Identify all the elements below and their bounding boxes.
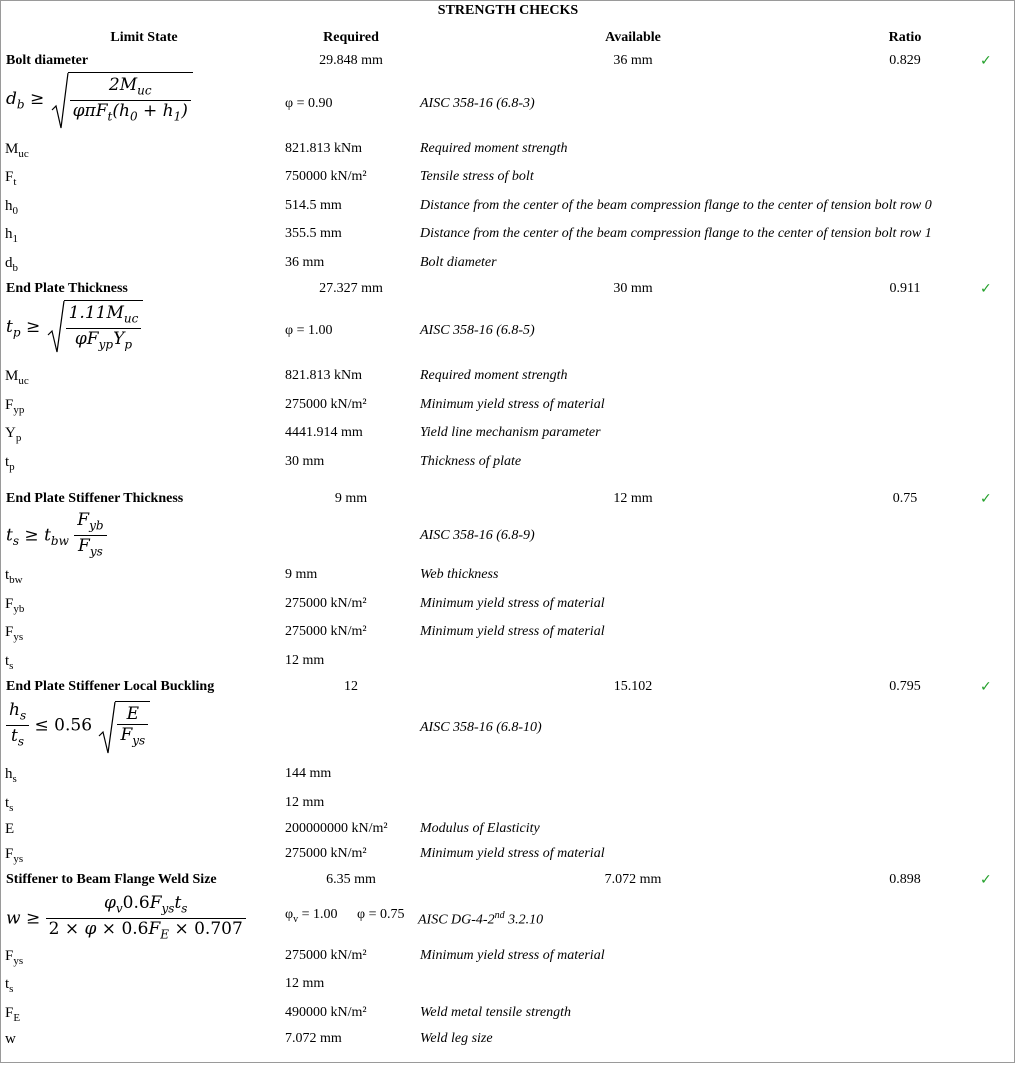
symbol-subscript: s [12,773,17,785]
endplate-variable-value: 275000 kN/m² [285,397,367,412]
buckling-ratio: 0.795 [889,679,921,694]
symbol-letter: M [5,368,19,384]
symbol-subscript: bw [9,574,23,586]
weld-variable-description: Minimum yield stress of material [420,948,605,963]
buckling-variable-value: 144 mm [285,766,332,781]
symbol-letter: E [5,821,15,837]
symbol-subscript: t [13,176,17,188]
bolt-variable-symbol [5,226,18,247]
bolt-required: 29.848 mm [319,53,383,68]
symbol-subscript: yb [13,603,25,615]
endplate-check-icon: ✓ [980,281,992,297]
endplate-variable-description: Minimum yield stress of material [420,397,605,412]
buckling-available: 15.102 [613,679,653,694]
stiffener-variable-description: Minimum yield stress of material [420,596,605,611]
page-title: STRENGTH CHECKS [437,3,579,18]
buckling-check-icon: ✓ [980,679,992,695]
symbol-subscript: b [12,262,18,274]
bolt-phi: φ = 0.90 [285,96,333,111]
endplate-variable-description: Yield line mechanism parameter [420,425,601,440]
stiffener-variable-symbol [5,653,13,674]
stiffener-variable-description: Minimum yield stress of material [420,624,605,639]
section-title-buckling: End Plate Stiffener Local Buckling [6,679,215,694]
weld-reference-main: AISC DG-4-2 [418,912,495,928]
stiffener-variable-value: 275000 kN/m² [285,624,367,639]
weld-phi: φ = 0.75 [357,907,405,922]
weld-variable-value: 275000 kN/m² [285,948,367,963]
endplate-phi: φ = 1.00 [285,323,333,338]
weld-required: 6.35 mm [326,872,376,887]
section-title-stiffener: End Plate Stiffener Thickness [6,491,184,506]
symbol-letter: M [5,141,19,157]
weld-variable-symbol [5,948,23,969]
symbol-letter: F [5,846,14,862]
section-title-endplate: End Plate Thickness [6,281,128,296]
symbol-letter: w [5,1031,16,1047]
symbol-subscript: uc [18,375,29,387]
endplate-required: 27.327 mm [319,281,383,296]
symbol-subscript: p [9,461,15,473]
symbol-subscript: ys [13,853,24,865]
weld-phi-v-sub: v [293,913,299,925]
bolt-variable-symbol [5,141,29,162]
symbol-subscript: uc [18,148,29,160]
buckling-required: 12 [344,679,358,694]
symbol-letter: h [5,226,13,242]
stiffener-variable-symbol [5,596,24,617]
weld-formula: w ≥ $\frac{\varphi_v0.6F_{ys}t_s}{2 \times \varphi \times 0.6F_E \times 0.707}$ [6,893,246,945]
stiffener-check-icon: ✓ [980,491,992,507]
buckling-variable-description: Minimum yield stress of material [420,846,605,861]
symbol-subscript: 1 [12,233,18,245]
weld-variable-description: Weld metal tensile strength [420,1005,571,1020]
bolt-variable-value: 821.813 kNm [285,141,362,156]
weld-reference-sup: nd [494,910,505,921]
symbol-letter: F [5,1005,14,1021]
stiffener-reference: AISC 358-16 (6.8-9) [420,528,535,543]
endplate-reference: AISC 358-16 (6.8-5) [420,323,535,338]
endplate-variable-description: Required moment strength [420,368,568,383]
header-limit-state: Limit State [110,30,178,45]
weld-variable-symbol [5,1005,20,1026]
symbol-letter: Y [5,425,16,441]
weld-phi-v-value: = 1.00 [298,907,338,922]
endplate-variable-symbol [5,425,21,446]
endplate-variable-symbol [5,397,24,418]
bolt-variable-symbol [5,169,16,190]
weld-ratio: 0.898 [889,872,921,887]
bolt-available: 36 mm [613,53,653,68]
bolt-variable-value: 514.5 mm [285,198,342,213]
bolt-check-icon: ✓ [980,53,992,69]
symbol-subscript: yp [13,404,25,416]
stiffener-variable-value: 275000 kN/m² [285,596,367,611]
weld-reference [418,908,543,929]
bolt-variable-description: Distance from the center of the beam compression flange to the center of tension bolt row 1 [420,226,932,241]
endplate-variable-description: Thickness of plate [420,454,522,469]
buckling-variable-value: 200000000 kN/m² [285,821,388,836]
symbol-letter: t [5,976,10,992]
buckling-variable-symbol [5,795,13,816]
symbol-subscript: ys [13,631,24,643]
buckling-variable-symbol [5,766,17,787]
endplate-variable-symbol [5,368,29,389]
stiffener-variable-symbol [5,567,23,588]
weld-check-icon: ✓ [980,872,992,888]
endplate-variable-symbol [5,454,15,475]
symbol-letter: h [5,766,13,782]
header-ratio: Ratio [888,30,922,45]
stiffener-variable-value: 9 mm [285,567,318,582]
symbol-subscript: E [13,1012,21,1024]
weld-phi-v-symbol: φ [285,907,294,922]
symbol-letter: F [5,169,14,185]
stiffener-formula: $t_s \ge t_{bw}$ $\frac{F_{yb}}{F_{ys}}$ [6,510,107,562]
endplate-variable-value: 4441.914 mm [285,425,363,440]
symbol-subscript: s [9,983,14,995]
weld-variable-symbol [5,976,13,997]
stiffener-available: 12 mm [613,491,653,506]
top-border [0,0,1014,1]
bolt-variable-description: Tensile stress of bolt [420,169,534,184]
symbol-letter: t [5,454,10,470]
section-title-bolt: Bolt diameter [6,53,89,68]
header-available: Available [605,30,661,45]
bolt-ratio: 0.829 [889,53,921,68]
weld-variable-value: 12 mm [285,976,325,991]
bolt-variable-value: 355.5 mm [285,226,342,241]
symbol-letter: t [5,795,10,811]
symbol-subscript: 0 [12,205,18,217]
symbol-letter: F [5,397,14,413]
symbol-letter: d [5,255,13,271]
bolt-variable-symbol [5,255,18,276]
bolt-reference: AISC 358-16 (6.8-3) [420,96,535,111]
endplate-variable-value: 30 mm [285,454,325,469]
stiffener-variable-value: 12 mm [285,653,325,668]
bolt-variable-value: 750000 kN/m² [285,169,367,184]
endplate-variable-value: 821.813 kNm [285,368,362,383]
weld-variable-description: Weld leg size [420,1031,493,1046]
symbol-letter: t [5,653,10,669]
buckling-variable-value: 275000 kN/m² [285,846,367,861]
bolt-variable-description: Distance from the center of the beam compression flange to the center of tension bolt row 0 [420,198,932,213]
weld-variable-value: 490000 kN/m² [285,1005,367,1020]
endplate-ratio: 0.911 [889,281,921,296]
symbol-subscript: p [15,432,22,444]
stiffener-ratio: 0.75 [892,491,918,506]
weld-variable-value: 7.072 mm [285,1031,342,1046]
header-required: Required [323,30,379,45]
endplate-available: 30 mm [613,281,653,296]
buckling-variable-description: Modulus of Elasticity [420,821,540,836]
symbol-subscript: s [9,660,14,672]
stiffener-variable-description: Web thickness [420,567,499,582]
symbol-subscript: ys [13,955,24,967]
bolt-variable-description: Bolt diameter [420,255,497,270]
bolt-variable-value: 36 mm [285,255,325,270]
symbol-letter: t [5,567,10,583]
weld-variable-symbol [5,1031,16,1047]
buckling-reference: AISC 358-16 (6.8-10) [420,720,542,735]
buckling-variable-value: 12 mm [285,795,325,810]
section-title-weld: Stiffener to Beam Flange Weld Size [6,872,217,887]
symbol-letter: h [5,198,13,214]
symbol-subscript: s [9,802,14,814]
stiffener-required: 9 mm [334,491,368,506]
bolt-formula: $d_b$ ≥ $\frac{2M_{uc}}{\varphi\pi F_t(h_0 + h_1)}$ [6,72,193,127]
weld-available: 7.072 mm [604,872,662,887]
stiffener-variable-symbol [5,624,23,645]
endplate-formula: $t_p$ ≥ $\frac{1.11M_{uc}}{\varphi F_{yp}Y_p}$ [6,300,143,355]
buckling-formula: $\frac{h_s}{t_s}$ ≤ 0.56 $\frac{E}{F_{ys}}$ [6,700,150,752]
weld-phi-v [285,907,338,928]
buckling-variable-symbol [5,821,14,837]
symbol-letter: F [5,624,14,640]
buckling-variable-symbol [5,846,23,867]
bolt-variable-symbol [5,198,18,219]
symbol-letter: F [5,596,14,612]
bolt-variable-description: Required moment strength [420,141,568,156]
symbol-letter: F [5,948,14,964]
weld-reference-tail: 3.2.10 [504,912,544,928]
